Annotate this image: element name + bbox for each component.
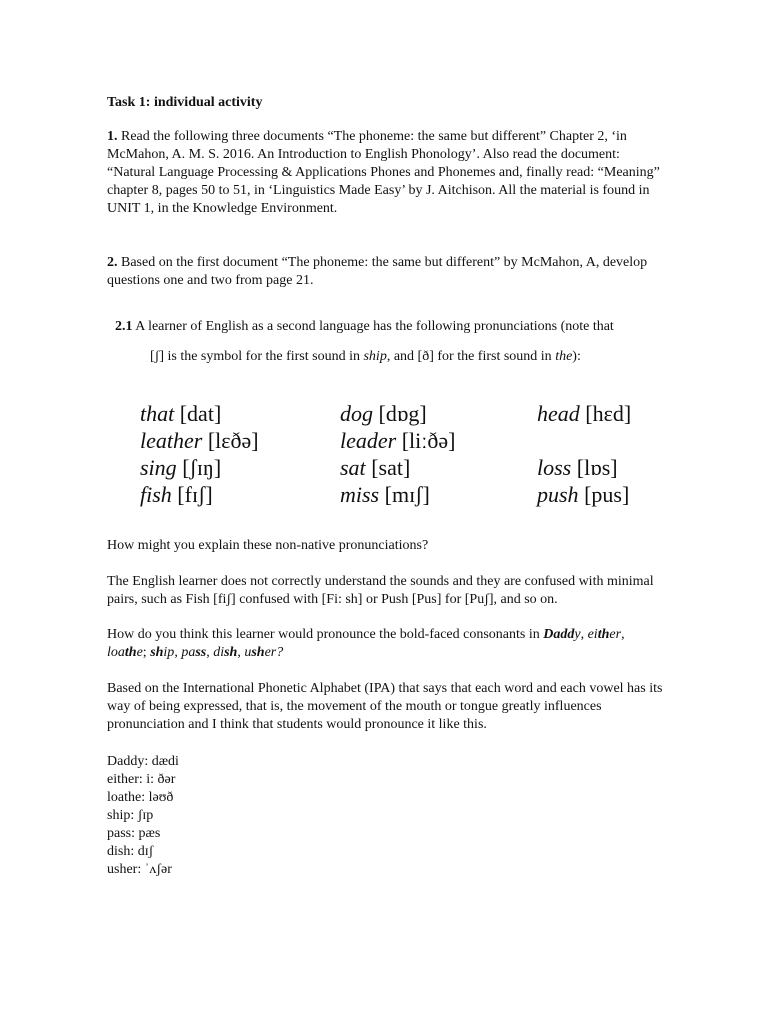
bold-consonant: ss [195,645,207,660]
ipa-transcription: [fɪʃ] [171,482,213,507]
pronunciation-row [140,400,660,427]
pronunciation-row [140,454,660,481]
pronunciation-cell [340,427,537,454]
word-part: er? [264,645,284,660]
question-2-word [213,645,237,660]
separator: , [174,645,182,660]
item-1-text: Read the following three documents “The phoneme: the same but different” Chapter 2, ‘in McMahon, A. M. S. 2016. An Introduction to English Phonology’. Also read the document: “Natural Language Processing & Applications Phones and Phonemes and, finally read: “Meaning” chapter 8, pages 50 to 51, in ‘Linguistics Made Easy’ by J. Aitchison. All the material is found in UNIT 1, in the Knowledge Environment. [107,129,660,216]
pronunciation-list-item: either: i: ðər [107,772,176,787]
pronunciation-cell [140,454,340,481]
word: dog [340,401,373,426]
bold-consonant: th [597,627,610,642]
item-2-number: 2. [107,255,118,270]
question-1: How might you explain these non-native pronunciations? [107,538,429,553]
pronunciation-cell [140,427,340,454]
pronunciation-list-item: loathe: ləʊð [107,790,174,805]
pronunciation-row [140,427,660,454]
word: push [537,482,579,507]
bold-consonant: sh [251,645,265,660]
word-part: di [213,645,225,660]
word-part: y [574,627,581,642]
pronunciation-cell [140,400,340,427]
pronunciation-cell [340,481,537,508]
pronunciation-cell [140,481,340,508]
word-part: u [244,645,252,660]
separator: ; [142,645,151,660]
ipa-transcription: [hɛd] [579,401,632,426]
bold-consonant: th [124,645,137,660]
pronunciation-list-item: usher: ˈʌʃər [107,862,172,877]
question-2-word [107,645,143,660]
ipa-transcription: [lɒs] [571,455,618,480]
note-text-c: ): [572,349,581,364]
ipa-transcription: [dɒg] [373,401,427,426]
pronunciation-list-item: dish: dɪʃ [107,844,154,859]
item-1-number: 1. [107,129,118,144]
pronunciation-cell [537,427,657,454]
pronunciation-list-item: Daddy: dædi [107,754,179,769]
pronunciation-cell [340,454,537,481]
ipa-transcription: [ʃɪŋ] [176,455,222,480]
pronunciation-cell [537,400,657,427]
pronunciation-list-item: pass: pæs [107,826,161,841]
task-title: Task 1: individual activity [107,95,263,110]
pronunciation-row [140,481,660,508]
note-text-b: , and [ð] for the first sound in [386,349,556,364]
word: head [537,401,580,426]
question-2-lead: How do you think this learner would pronounce the bold-faced consonants in [107,627,544,642]
question-2-word [543,627,580,642]
word-part: e [136,645,143,660]
note-word-the: the [555,349,573,364]
ipa-transcription: [pus] [578,482,630,507]
item-2-text: Based on the first document “The phoneme: the same but different” by McMahon, A, develop questions one and two from page 21. [107,255,648,288]
word: that [140,401,175,426]
bold-consonant: sh [150,645,164,660]
bold-consonant: Dadd [543,627,575,642]
word: leather [140,428,203,453]
answer-1: The English learner does not correctly understand the sounds and they are confused with minimal pairs, such as Fish [fiʃ] confused with [Fi: sh] or Push [Pus] for [Puʃ], and so on. [107,574,654,607]
word: sat [340,455,366,480]
separator: , [237,645,245,660]
ipa-transcription: [liːðə] [396,428,456,453]
question-2 [107,626,667,662]
pronunciation-cell [537,454,657,481]
word-part: er [609,627,622,642]
word: fish [140,482,172,507]
question-2-word [588,627,621,642]
item-2-1-number: 2.1 [115,319,133,334]
pronunciation-list [107,753,667,879]
ipa-transcription: [mɪʃ] [379,482,430,507]
note-text-a: [ʃ] is the symbol for the first sound in [150,349,364,364]
item-2-1-intro [115,318,675,336]
ipa-transcription: [dat] [174,401,222,426]
answer-2: Based on the International Phonetic Alphabet (IPA) that says that each word and each vowel has its way of being expressed, that is, the movement of the mouth or tongue greatly influences pronunciation and I think that students would pronounce it like this. [107,681,663,732]
item-2-1-text: A learner of English as a second language has the following pronunciations (note that [135,319,614,334]
question-2-word [244,645,283,660]
question-2-word [181,645,206,660]
item-2-1-note [150,348,710,366]
pronunciation-cell [340,400,537,427]
word-part: ei [587,627,598,642]
pronunciation-list-item: ship: ʃɪp [107,808,154,823]
word-part: ip [163,645,175,660]
question-2-word [150,645,174,660]
word: loss [537,455,572,480]
word: leader [340,428,397,453]
pronunciation-cell [537,481,657,508]
item-1-paragraph [107,128,667,218]
pronunciation-table [140,400,660,508]
ipa-transcription: [lɛðə] [202,428,259,453]
word-part: loa [107,645,125,660]
word: miss [340,482,380,507]
word-part: pa [181,645,196,660]
separator: , [621,627,625,642]
word: sing [140,455,177,480]
ipa-transcription: [sat] [365,455,411,480]
note-word-ship: ship [363,349,387,364]
separator: , [206,645,214,660]
bold-consonant: sh [224,645,238,660]
item-2-paragraph [107,254,667,290]
separator: , [580,627,588,642]
